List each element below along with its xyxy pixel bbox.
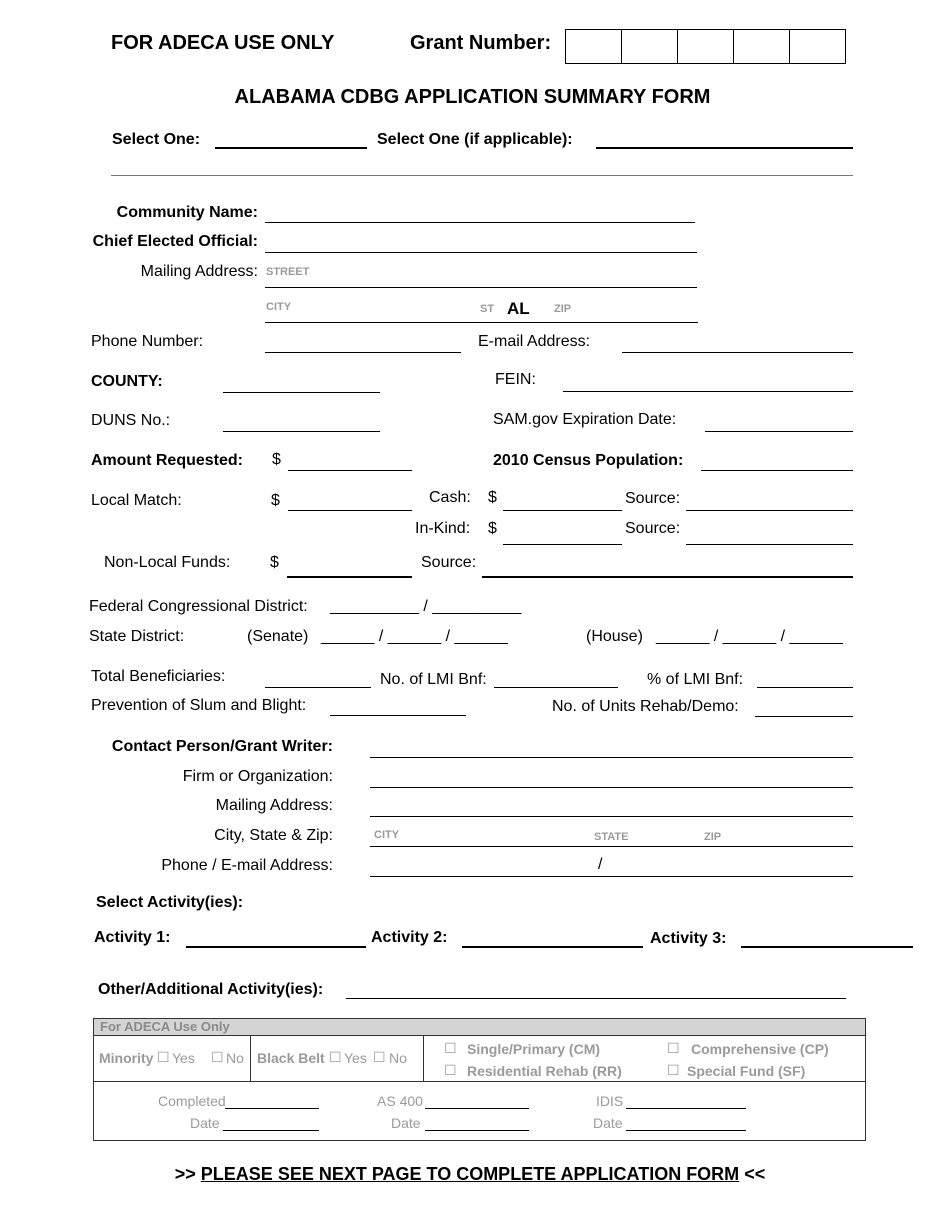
adeca-box-header <box>94 1019 865 1036</box>
divider <box>111 175 853 176</box>
community-name-label: Community Name: <box>116 204 258 221</box>
county-label: COUNTY: <box>91 373 163 390</box>
checkbox-icon[interactable]: ☐ <box>444 1040 457 1056</box>
checkbox-icon[interactable]: ☐ <box>444 1062 457 1078</box>
firm-field[interactable] <box>370 787 853 788</box>
amount-requested-label: Amount Requested: <box>91 452 243 469</box>
county-field[interactable] <box>223 392 380 393</box>
idis-date-field[interactable] <box>626 1130 746 1131</box>
as400-date-field[interactable] <box>425 1130 529 1131</box>
form-title: ALABAMA CDBG APPLICATION SUMMARY FORM <box>234 86 711 108</box>
dollar-sign: $ <box>272 451 281 468</box>
idis-field[interactable] <box>626 1108 746 1109</box>
amount-requested-field[interactable] <box>288 470 412 471</box>
house-label: (House) <box>586 628 643 645</box>
slum-blight-label: Prevention of Slum and Blight: <box>91 697 307 714</box>
phone-email-label: Phone / E-mail Address: <box>161 857 333 874</box>
select-one-label: Select One: <box>112 131 201 148</box>
adeca-use-only-label: FOR ADECA USE ONLY <box>111 32 335 54</box>
lmi-bnf-label: No. of LMI Bnf: <box>380 671 487 688</box>
minority-label: Minority <box>99 1050 154 1066</box>
activity3-label: Activity 3: <box>650 930 727 947</box>
city-state-zip-field[interactable] <box>265 322 698 323</box>
non-local-source-field[interactable] <box>482 576 853 578</box>
duns-field[interactable] <box>223 431 380 432</box>
phone-email-field[interactable] <box>370 876 853 877</box>
checkbox-icon[interactable]: ☐ <box>667 1040 680 1056</box>
minority-no-label: No <box>226 1050 244 1066</box>
contact-state-hint: STATE <box>594 831 629 843</box>
total-beneficiaries-field[interactable] <box>265 687 371 688</box>
as400-label: AS 400 <box>377 1093 423 1109</box>
phone-number-label: Phone Number: <box>91 333 204 350</box>
cash-source-label: Source: <box>625 490 681 507</box>
house-field[interactable]: ______ / ______ / ______ <box>656 628 843 645</box>
in-kind-source-field[interactable] <box>686 544 853 545</box>
contact-person-label: Contact Person/Grant Writer: <box>111 738 333 755</box>
footer-note: PLEASE SEE NEXT PAGE TO COMPLETE APPLICATION FORM <box>200 1164 740 1184</box>
residential-rehab-label: Residential Rehab (RR) <box>467 1063 622 1079</box>
cash-field[interactable] <box>503 510 622 511</box>
federal-congressional-field[interactable]: __________ / __________ <box>330 598 522 615</box>
fein-label: FEIN: <box>495 371 536 388</box>
activity1-field[interactable] <box>186 946 366 948</box>
chief-elected-official-label: Chief Elected Official: <box>92 233 258 250</box>
adeca-use-box <box>93 1018 866 1141</box>
chief-elected-official-field[interactable] <box>265 252 697 253</box>
mailing-address-label: Mailing Address: <box>140 263 258 280</box>
adeca-box-title: For ADECA Use Only <box>100 1019 230 1034</box>
cash-label: Cash: <box>429 489 471 506</box>
total-beneficiaries-label: Total Beneficiaries: <box>91 668 226 685</box>
census-population-label: 2010 Census Population: <box>493 452 684 469</box>
pct-lmi-bnf-field[interactable] <box>757 687 853 688</box>
footer-prefix: >> <box>174 1164 196 1184</box>
select-one-applicable-field[interactable] <box>596 147 853 149</box>
contact-city-hint: CITY <box>374 829 400 841</box>
as400-date-label: Date <box>391 1115 421 1131</box>
checkbox-icon[interactable]: ☐ <box>373 1049 386 1065</box>
cash-source-field[interactable] <box>686 510 853 511</box>
email-address-field[interactable] <box>622 352 853 353</box>
contact-zip-hint: ZIP <box>704 831 722 843</box>
footer-suffix: << <box>744 1164 766 1184</box>
in-kind-label: In-Kind: <box>415 520 471 537</box>
federal-congressional-label: Federal Congressional District: <box>89 598 308 615</box>
senate-field[interactable]: ______ / ______ / ______ <box>321 628 508 645</box>
sam-expiration-label: SAM.gov Expiration Date: <box>493 411 677 428</box>
zip-hint: ZIP <box>554 303 572 315</box>
fein-field[interactable] <box>563 391 853 392</box>
grant-number-boxes[interactable] <box>565 29 846 64</box>
phone-number-field[interactable] <box>265 352 461 353</box>
other-activities-label: Other/Additional Activity(ies): <box>98 981 324 998</box>
select-activities-label: Select Activity(ies): <box>96 894 244 911</box>
state-value: AL <box>507 299 530 318</box>
contact-person-field[interactable] <box>370 757 853 758</box>
street-field[interactable] <box>265 287 697 288</box>
street-hint: STREET <box>266 266 310 278</box>
idis-label: IDIS <box>596 1093 624 1109</box>
comprehensive-label: Comprehensive (CP) <box>691 1041 829 1057</box>
activity3-field[interactable] <box>741 946 913 948</box>
dollar-sign: $ <box>270 554 279 571</box>
dollar-sign: $ <box>271 492 280 509</box>
non-local-funds-field[interactable] <box>287 576 412 578</box>
non-local-source-label: Source: <box>421 554 477 571</box>
completed-date-label: Date <box>190 1115 220 1131</box>
firm-label: Firm or Organization: <box>182 768 333 785</box>
contact-city-state-zip-label: City, State & Zip: <box>214 827 333 844</box>
slum-blight-field[interactable] <box>330 715 466 716</box>
checkbox-icon[interactable]: ☐ <box>211 1049 224 1065</box>
as400-field[interactable] <box>425 1108 529 1109</box>
select-one-applicable-label: Select One (if applicable): <box>377 131 573 148</box>
lmi-bnf-field[interactable] <box>494 687 618 688</box>
checkbox-icon[interactable]: ☐ <box>329 1049 342 1065</box>
dollar-sign: $ <box>488 520 497 537</box>
in-kind-source-label: Source: <box>625 520 681 537</box>
city-hint: CITY <box>266 301 292 313</box>
activity2-label: Activity 2: <box>371 929 448 946</box>
grant-number-label: Grant Number: <box>410 32 552 54</box>
units-rehab-field[interactable] <box>755 716 853 717</box>
state-district-label: State District: <box>89 628 185 645</box>
checkbox-icon[interactable]: ☐ <box>667 1062 680 1078</box>
black-belt-label: Black Belt <box>257 1050 325 1066</box>
in-kind-field[interactable] <box>503 544 622 545</box>
black-belt-no-label: No <box>389 1050 407 1066</box>
local-match-field[interactable] <box>288 510 412 511</box>
senate-label: (Senate) <box>247 628 309 645</box>
sam-expiration-field[interactable] <box>705 431 853 432</box>
black-belt-yes-label: Yes <box>344 1050 367 1066</box>
minority-yes-label: Yes <box>172 1050 195 1066</box>
community-name-field[interactable] <box>265 222 695 223</box>
census-population-field[interactable] <box>701 470 853 471</box>
units-rehab-label: No. of Units Rehab/Demo: <box>552 698 739 715</box>
idis-date-label: Date <box>593 1115 623 1131</box>
contact-mailing-field[interactable] <box>370 816 853 817</box>
single-primary-label: Single/Primary (CM) <box>467 1041 601 1057</box>
phone-email-slash: / <box>598 856 603 873</box>
select-one-field[interactable] <box>215 147 367 149</box>
non-local-funds-label: Non-Local Funds: <box>104 554 231 571</box>
special-fund-label: Special Fund (SF) <box>687 1063 806 1079</box>
completed-date-field[interactable] <box>223 1130 319 1131</box>
completed-label: Completed <box>158 1093 226 1109</box>
contact-city-state-zip-field[interactable] <box>370 846 853 847</box>
checkbox-icon[interactable]: ☐ <box>157 1049 170 1065</box>
st-hint: ST <box>480 303 495 315</box>
contact-mailing-label: Mailing Address: <box>215 797 333 814</box>
email-address-label: E-mail Address: <box>478 333 591 350</box>
duns-label: DUNS No.: <box>91 412 171 429</box>
other-activities-field[interactable] <box>346 998 846 999</box>
local-match-label: Local Match: <box>91 492 182 509</box>
pct-lmi-bnf-label: % of LMI Bnf: <box>647 671 744 688</box>
footer-note-line <box>0 1165 940 1183</box>
activity2-field[interactable] <box>462 946 643 948</box>
activity1-label: Activity 1: <box>94 929 171 946</box>
completed-field[interactable] <box>225 1108 319 1109</box>
dollar-sign: $ <box>488 489 497 506</box>
